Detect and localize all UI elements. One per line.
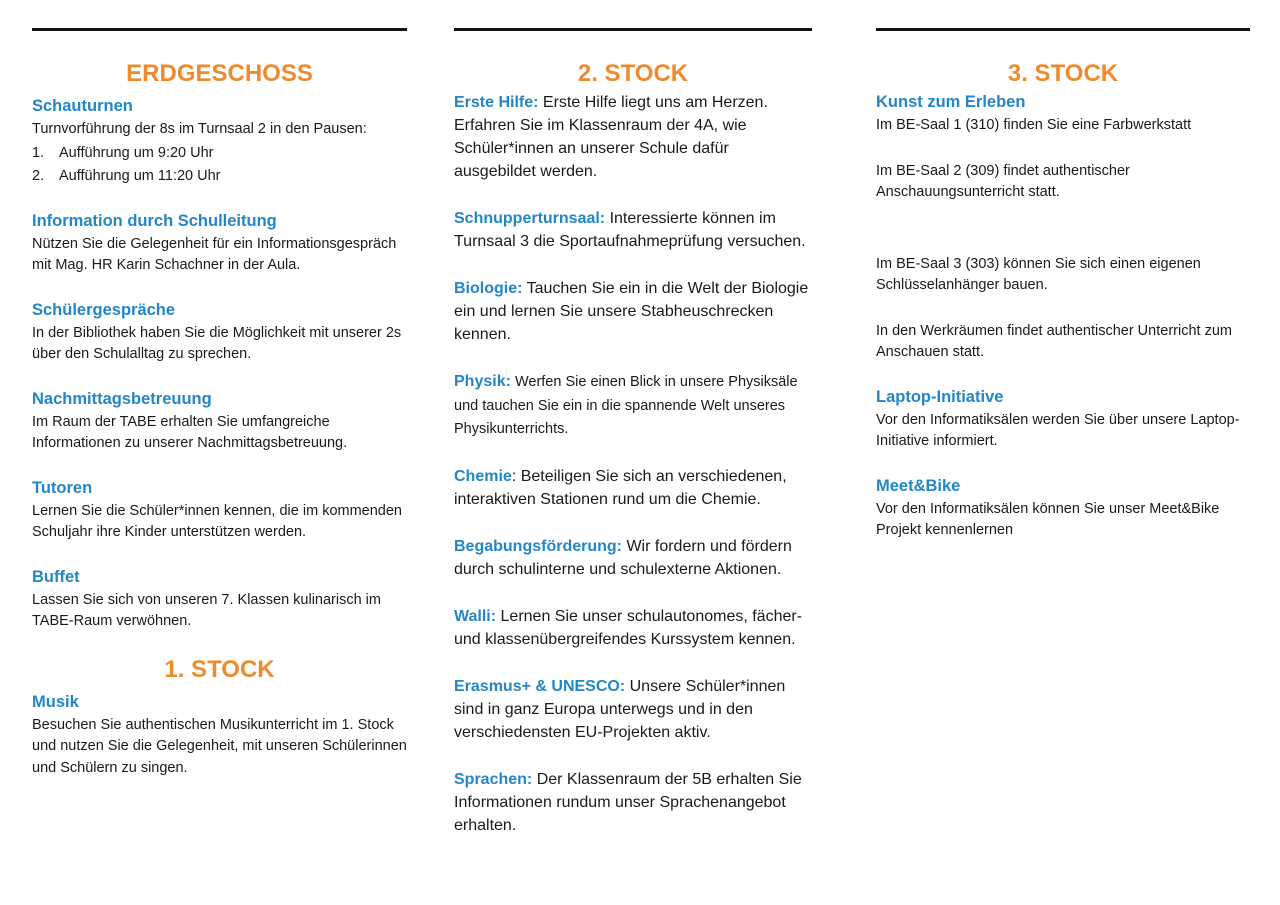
- entry-sprachen: [454, 768, 812, 837]
- section-text: Im BE-Saal 3 (303) können Sie sich einen eigenen Schlüsselanhänger bauen.: [876, 255, 1201, 293]
- floor-title: ERDGESCHOSS: [126, 60, 313, 87]
- section-text: Turnvorführung der 8s im Turnsaal 2 in den Pausen:: [32, 121, 367, 137]
- entry-text: Werfen Sie einen Blick in unsere Physiksäle und tauchen Sie ein in die spannende Welt unseres Physikunterrichts.: [454, 374, 798, 437]
- section-title: Nachmittagsbetreuung: [32, 389, 212, 408]
- column-third-floor: [876, 28, 1250, 564]
- section-buffet: [32, 566, 407, 633]
- section-title: Meet&Bike: [876, 476, 961, 495]
- section-title: Tutoren: [32, 478, 93, 497]
- entry-text: Der Klassenraum der 5B erhalten Sie Informationen rundum unser Sprachenangebot erhalten.: [454, 770, 802, 834]
- section-text: Lassen Sie sich von unseren 7. Klassen kulinarisch im TABE-Raum verwöhnen.: [32, 591, 381, 629]
- entry-text: Interessierte können im Turnsaal 3 die Sportaufnahmeprüfung versuchen.: [454, 210, 806, 250]
- list-item: 1. Aufführung um 9:20 Uhr: [32, 144, 214, 161]
- entry-label: Begabungsförderung:: [454, 537, 622, 555]
- section-schuelergespraeche: [32, 299, 407, 366]
- entry-biologie: [454, 277, 812, 346]
- section-schauturnen: [32, 95, 407, 188]
- entry-label: Schnupperturnsaal:: [454, 210, 606, 227]
- column-ground-floor: [32, 28, 407, 801]
- section-title: Information durch Schulleitung: [32, 211, 277, 230]
- section-text: In der Bibliothek haben Sie die Möglichkeit mit unserer 2s über den Schulalltag zu sprechen.: [32, 324, 402, 362]
- column-second-floor: [454, 28, 812, 861]
- section-text: Nützen Sie die Gelegenheit für ein Informationsgespräch mit Mag. HR Karin Schachner in der Aula.: [32, 235, 397, 273]
- floor-title: 2. STOCK: [577, 60, 689, 87]
- entry-text: Lernen Sie unser schulautonomes, fächer- und klassenübergreifendes Kurssystem kennen.: [454, 607, 803, 648]
- entry-label: Biologie:: [454, 280, 523, 297]
- entry-text: Unsere Schüler*innen sind in ganz Europa unterwegs und in den verschiedensten EU-Projekten aktiv.: [454, 677, 786, 741]
- section-text: Besuchen Sie authentischen Musikunterricht im 1. Stock und nutzen Sie die Gelegenheit, mit unseren Schülerinnen und Schülern zu singen.: [32, 716, 407, 776]
- section-schulleitung: [32, 210, 407, 277]
- floor-title: 1. STOCK: [164, 655, 275, 683]
- section-text: Vor den Informatiksälen können Sie unser Meet&Bike Projekt kennenlernen: [876, 500, 1220, 538]
- section-title: Schauturnen: [32, 97, 133, 115]
- entry-text: Tauchen Sie ein in die Welt der Biologie ein und lernen Sie unsere Stabheuschrecken kennen.: [454, 280, 809, 343]
- section-text: Lernen Sie die Schüler*innen kennen, die im kommenden Schuljahr ihre Kinder unterstützen werden.: [32, 502, 402, 540]
- section-tutoren: [32, 477, 407, 544]
- section-meet-bike: [876, 475, 1250, 542]
- section-nachmittagsbetreuung: [32, 388, 407, 455]
- performance-list: [32, 142, 407, 188]
- section-text: Im Raum der TABE erhalten Sie umfangreiche Informationen zu unserer Nachmittagsbetreuung.: [32, 413, 348, 451]
- floor-title: 3. STOCK: [1007, 60, 1119, 87]
- entry-erste-hilfe: [454, 91, 812, 183]
- section-title: Buffet: [32, 567, 80, 586]
- entry-label: Sprachen:: [454, 770, 533, 788]
- divider-line: [454, 28, 812, 31]
- entry-schnupperturnsaal: [454, 207, 812, 253]
- section-text: In den Werkräumen findet authentischer Unterricht zum Anschauen statt.: [876, 322, 1232, 360]
- section-laptop-initiative: [876, 386, 1250, 453]
- entry-label: Erste Hilfe:: [454, 94, 539, 111]
- section-title: Schülergespräche: [32, 300, 176, 319]
- entry-label: Physik:: [454, 373, 511, 390]
- entry-text: Erste Hilfe liegt uns am Herzen. Erfahren Sie im Klassenraum der 4A, wie Schüler*innen an unserer Schule dafür ausgebildet werden.: [454, 94, 768, 180]
- section-musik: [32, 691, 407, 780]
- section-title: Laptop-Initiative: [876, 387, 1004, 406]
- divider-line: [32, 28, 407, 31]
- entry-physik: [454, 370, 812, 441]
- section-text: Vor den Informatiksälen werden Sie über unsere Laptop-Initiative informiert.: [876, 411, 1240, 449]
- entry-erasmus-unesco: [454, 675, 812, 744]
- entry-begabungsfoerderung: [454, 535, 812, 581]
- entry-label: Chemie: [454, 467, 512, 485]
- section-title: Kunst zum Erleben: [876, 93, 1026, 111]
- entry-label: Erasmus+ & UNESCO:: [454, 677, 626, 695]
- section-text: Im BE-Saal 2 (309) findet authentischer Anschauungsunterricht statt.: [876, 162, 1130, 200]
- entry-label: Walli:: [454, 607, 497, 625]
- divider-line: [876, 28, 1250, 31]
- entry-text: Wir fordern und fördern durch schulinterne und schulexterne Aktionen.: [454, 537, 792, 578]
- section-title: Musik: [32, 692, 79, 711]
- entry-walli: [454, 605, 812, 651]
- section-kunst: [876, 91, 1250, 364]
- list-item: 2. Aufführung um 11:20 Uhr: [32, 167, 221, 184]
- entry-text: : Beteiligen Sie sich an verschiedenen, interaktiven Stationen rund um die Chemie.: [454, 467, 787, 508]
- section-text: Im BE-Saal 1 (310) finden Sie eine Farbwerkstatt: [876, 117, 1192, 133]
- entry-chemie: [454, 465, 812, 511]
